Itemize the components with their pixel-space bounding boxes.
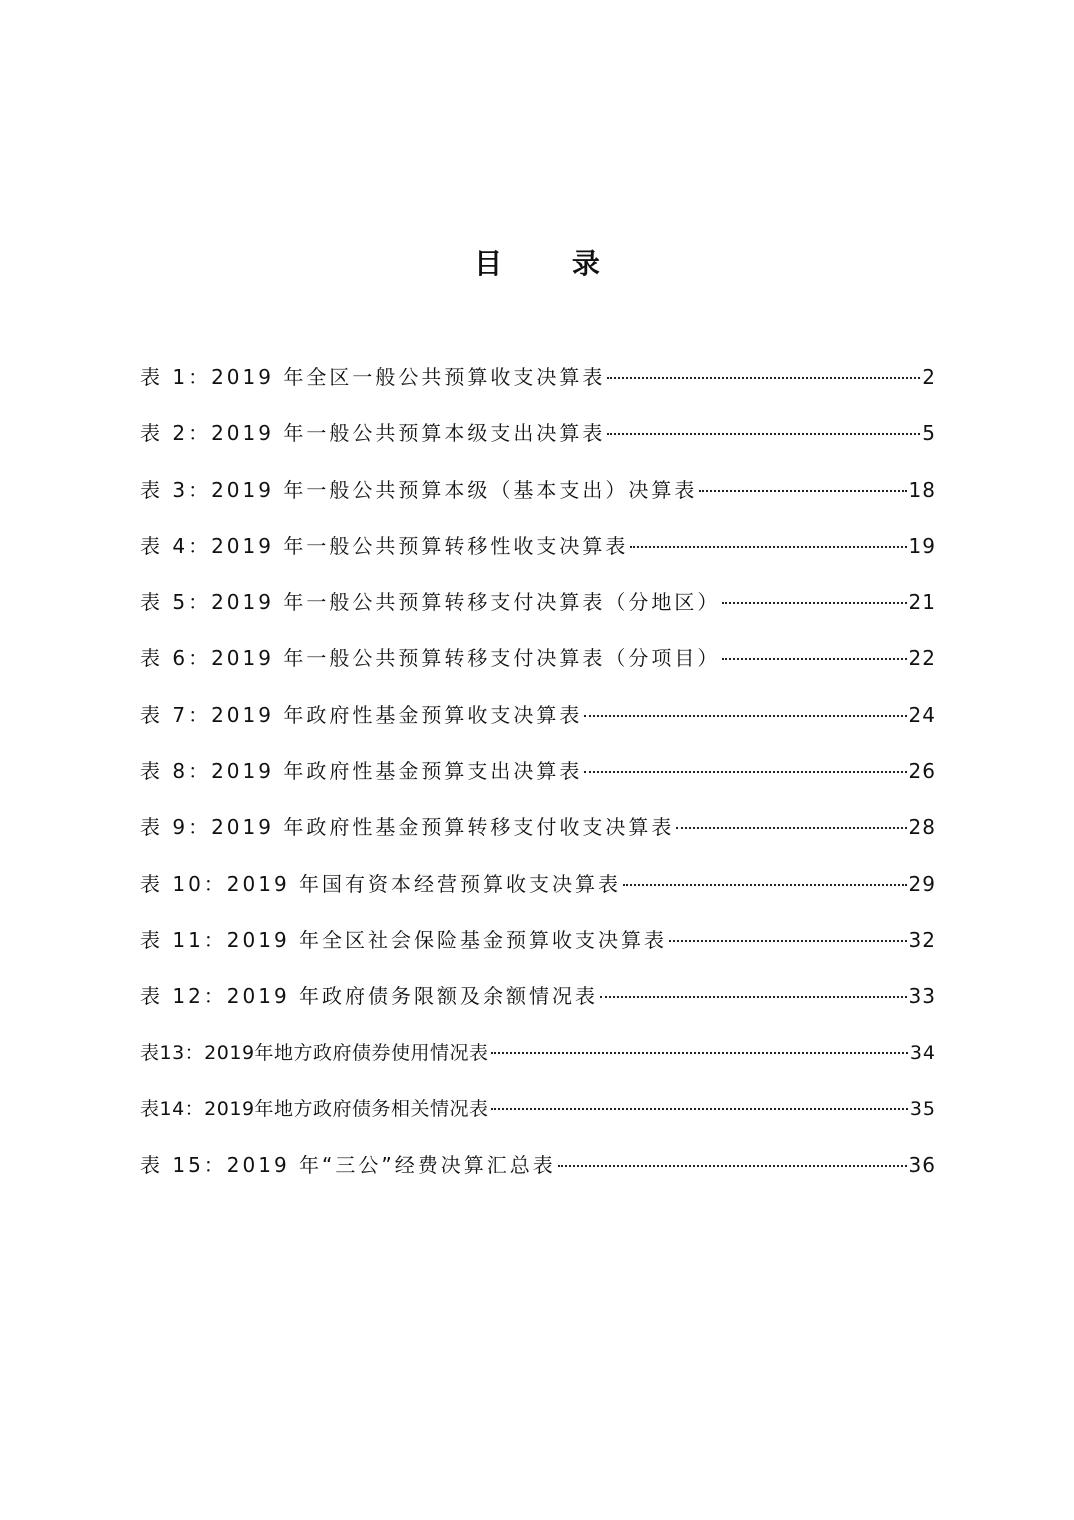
toc-entry[interactable]	[140, 641, 936, 697]
toc-page-number: 24	[908, 702, 936, 727]
toc-entry-label: 表 10：2019 年国有资本经营预算收支决算表	[140, 871, 622, 896]
toc-entry-label: 表13：2019年地方政府债券使用情况表	[140, 1041, 489, 1064]
toc-dot-leader	[491, 1052, 908, 1054]
page-title: 目 录	[474, 247, 630, 280]
toc-entry[interactable]	[140, 360, 936, 416]
toc-page-number: 32	[908, 927, 936, 952]
toc-entry[interactable]	[140, 810, 936, 866]
toc-entry-label: 表 11：2019 年全区社会保险基金预算收支决算表	[140, 927, 668, 952]
toc-entry-label: 表 1：2019 年全区一般公共预算收支决算表	[140, 365, 606, 389]
toc-page-number: 28	[908, 815, 936, 840]
toc-page-number: 26	[908, 759, 936, 784]
toc-entry-label: 表 4：2019 年一般公共预算转移性收支决算表	[140, 533, 629, 558]
toc-dot-leader	[722, 602, 906, 604]
toc-entry[interactable]	[140, 979, 936, 1035]
toc-page-number: 29	[908, 871, 936, 896]
toc-page-number: 36	[908, 1153, 936, 1178]
toc-dot-leader	[630, 546, 906, 548]
toc-entry[interactable]	[140, 1148, 936, 1204]
toc-entry[interactable]	[140, 1092, 936, 1148]
toc-entry-label: 表 9：2019 年政府性基金预算转移支付收支决算表	[140, 815, 675, 840]
toc-entry[interactable]	[140, 473, 936, 529]
toc-entry-label: 表 12：2019 年政府债务限额及余额情况表	[140, 984, 599, 1009]
toc-entry-label: 表 7：2019 年政府性基金预算收支决算表	[140, 702, 583, 727]
toc-dot-leader	[669, 940, 906, 942]
toc-entry-label: 表 2：2019 年一般公共预算本级支出决算表	[140, 421, 606, 446]
toc-dot-leader	[491, 1108, 908, 1110]
toc-entry[interactable]	[140, 529, 936, 585]
toc-page-number: 22	[908, 646, 936, 671]
toc-page-number: 19	[908, 533, 936, 558]
toc-entry-label: 表 3：2019 年一般公共预算本级（基本支出）决算表	[140, 477, 698, 502]
toc-dot-leader	[722, 658, 906, 660]
toc-entry[interactable]	[140, 416, 936, 472]
toc-dot-leader	[623, 884, 906, 886]
toc-dot-leader	[558, 1165, 907, 1167]
toc-entry[interactable]	[140, 923, 936, 979]
toc-page-number: 34	[909, 1041, 936, 1064]
toc-page-number: 5	[922, 421, 936, 446]
toc-dot-leader	[584, 715, 906, 717]
toc-entry-label: 表 15：2019 年“三公”经费决算汇总表	[140, 1153, 556, 1178]
toc-page-number: 35	[909, 1097, 936, 1120]
toc-entry-label: 表14：2019年地方政府债务相关情况表	[140, 1097, 489, 1120]
toc-entry[interactable]	[140, 754, 936, 810]
toc-page-number: 33	[908, 984, 936, 1009]
toc-entry[interactable]	[140, 1036, 936, 1092]
toc-dot-leader	[699, 490, 906, 492]
toc-entry[interactable]	[140, 698, 936, 754]
toc-page-number: 2	[922, 365, 936, 389]
toc-entry-label: 表 8：2019 年政府性基金预算支出决算表	[140, 759, 583, 784]
table-of-contents	[140, 360, 936, 1204]
toc-entry[interactable]	[140, 867, 936, 923]
toc-dot-leader	[607, 433, 920, 435]
toc-entry-label: 表 5：2019 年一般公共预算转移支付决算表（分地区）	[140, 590, 721, 615]
toc-entry-label: 表 6：2019 年一般公共预算转移支付决算表（分项目）	[140, 646, 721, 671]
toc-entry[interactable]	[140, 585, 936, 641]
toc-dot-leader	[607, 377, 920, 379]
toc-dot-leader	[676, 827, 906, 829]
toc-dot-leader	[600, 996, 906, 998]
toc-dot-leader	[584, 771, 906, 773]
toc-page-number: 18	[908, 477, 936, 502]
toc-page-number: 21	[908, 590, 936, 615]
